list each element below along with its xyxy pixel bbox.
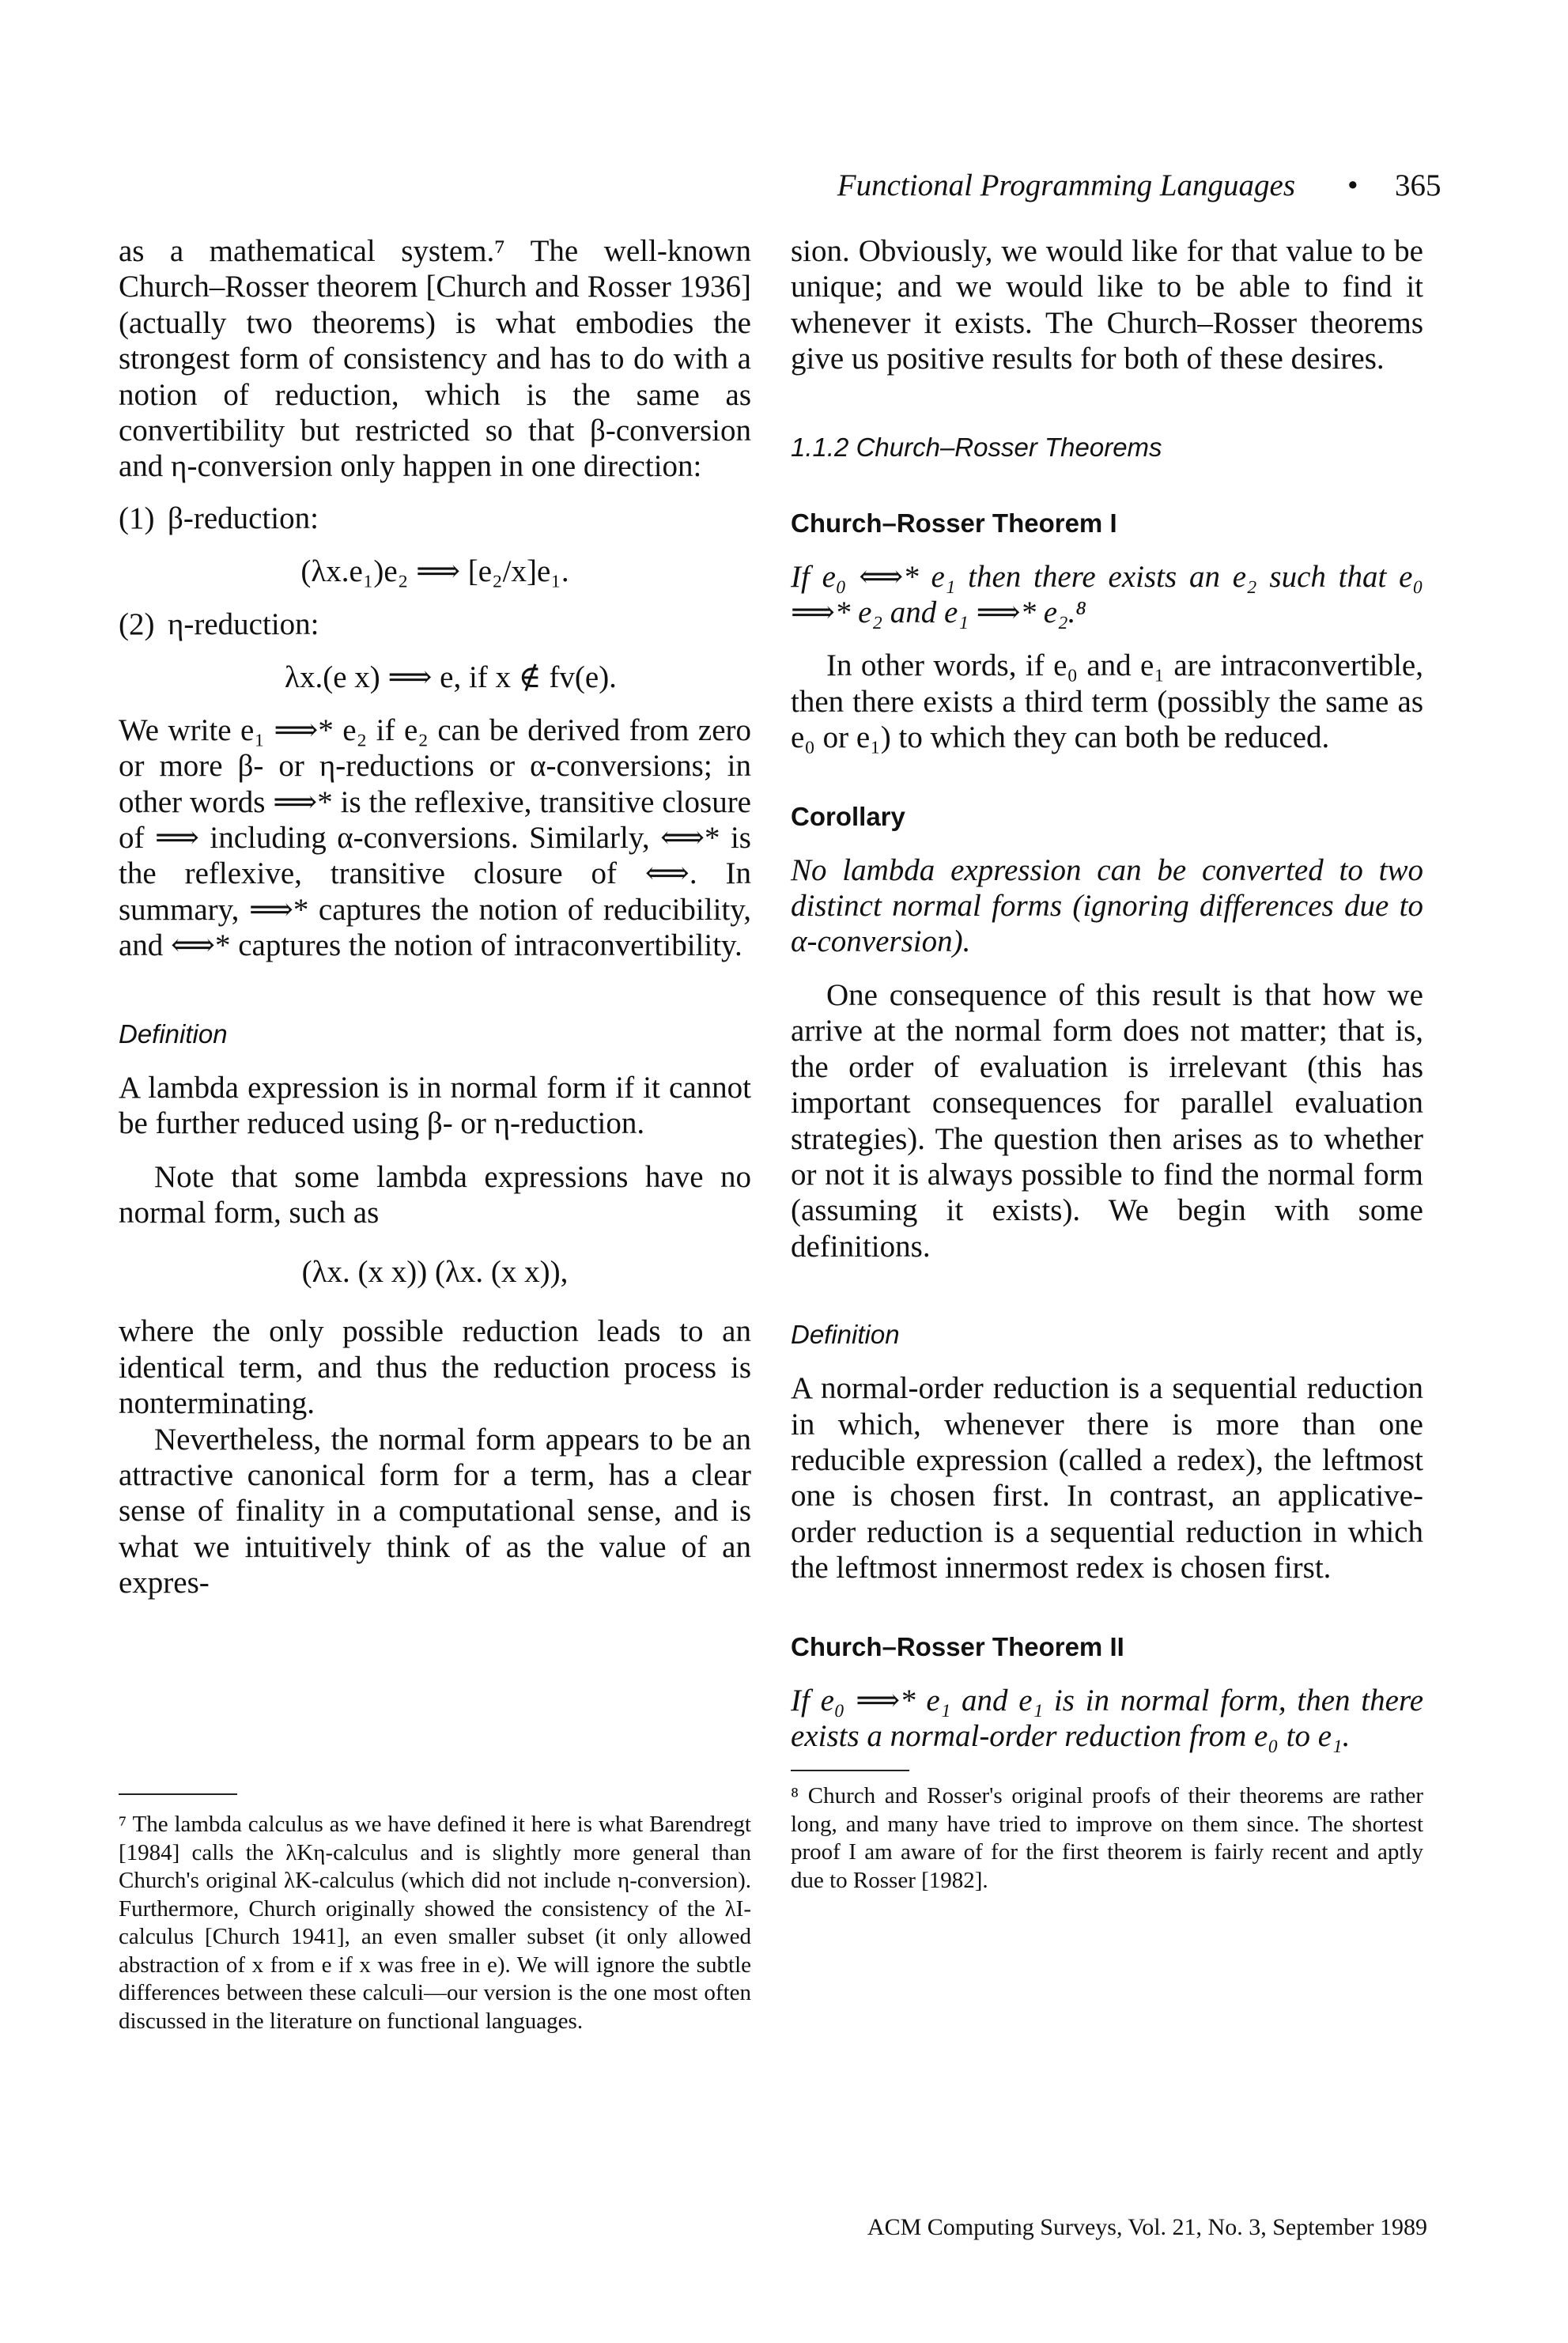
left-column	[119, 233, 751, 1601]
nonterminating-formula: (λx. (x x)) (λx. (x x)),	[301, 1255, 569, 1290]
left-paragraph-2: We write e₁ ⟹* e₂ if e₂ can be derived from zero or more β- or η-reductions or α-conversions; in other words ⟹* is the reflexive, transitive closure of ⟹ including α-conversions. Similarly, ⟺* is the reflexive, transitive closure of ⟺. In summary, ⟹* captures the notion of reducibility, and ⟺* captures the notion of intraconvertibility.	[119, 712, 751, 963]
footnote-7-block	[119, 1793, 751, 2035]
journal-footer: ACM Computing Surveys, Vol. 21, No. 3, September 1989	[867, 2214, 1427, 2240]
left-paragraph-3: Note that some lambda expressions have no normal form, such as	[119, 1159, 751, 1230]
right-column	[791, 233, 1423, 1895]
beta-reduction-formula: (λx.e₁)e₂ ⟹ [e₂/x]e₁.	[300, 554, 569, 588]
page-number: 365	[1395, 168, 1441, 202]
theorem-2-statement: If e₀ ⟹* e₁ and e₁ is in normal form, then there exists a normal-order reduction from e₀ to e₁.	[791, 1683, 1423, 1753]
right-paragraph-3: One consequence of this result is that how we arrive at the normal form does not matter; that is, the order of evaluation is irrelevant (this has important consequences for parallel evaluation strategies). The question then arises as to whether or not it is always possible to find the normal form (assuming it exists). We begin with some definitions.	[791, 977, 1423, 1264]
section-heading: 1.1.2 Church–Rosser Theorems	[791, 432, 1162, 462]
header-bullet: •	[1347, 168, 1358, 202]
theorem-1-statement: If e₀ ⟺* e₁ then there exists an e₂ such that e₀ ⟹* e₂ and e₁ ⟹* e₂.⁸	[791, 559, 1423, 630]
definition-text: A lambda expression is in normal form if it cannot be further reduced using β- or η-reduction.	[119, 1070, 751, 1141]
left-paragraph-5: Nevertheless, the normal form appears to be an attractive canonical form for a term, has a clear sense of finality in a computational sense, and is what we intuitively think of as the value of an expres-	[119, 1422, 751, 1600]
item-label: η-reduction:	[168, 607, 319, 641]
page-header	[0, 168, 1568, 215]
definition-text-2: A normal-order reduction is a sequential reduction in which, whenever there is more than one reducible expression (called a redex), the leftmost one is chosen first. In contrast, an applicative-order reduction is a sequential reduction in which the leftmost innermost redex is chosen first.	[791, 1371, 1423, 1585]
definition-heading-2: Definition	[791, 1320, 900, 1350]
left-paragraph-1: as a mathematical system.⁷ The well-known Church–Rosser theorem [Church and Rosser 1936] (actually two theorems) is what embodies the strongest form of consistency and has to do with a notion of reduction, which is the same as convertibility but restricted so that β-conversion and η-conversion only happen in one direction:	[119, 234, 751, 484]
item-number: (2)	[119, 607, 155, 641]
right-paragraph-1: sion. Obviously, we would like for that value to be unique; and we would like to be able to find it whenever it exists. The Church–Rosser theorems give us positive results for both of these desires.	[791, 234, 1423, 376]
theorem-2-title: Church–Rosser Theorem II	[791, 1631, 1124, 1661]
footnote-rule	[791, 1770, 909, 1771]
footnote-7: ⁷ The lambda calculus as we have defined it here is what Barendregt [1984] calls the λKη-calculus and is slightly more general than Church's original λK-calculus (which did not include η-conversion). Furthermore, Church originally showed the consistency of the λI-calculus [Church 1941], an even smaller subset (it only allowed abstraction of x from e if x was free in e). We will ignore the subtle differences between these calculi—our version is the one most often discussed in the literature on functional languages.	[119, 1812, 751, 2034]
right-paragraph-2: In other words, if e₀ and e₁ are intraconvertible, then there exists a third term (possibly the same as e₀ or e₁) to which they can both be reduced.	[791, 648, 1423, 755]
definition-heading: Definition	[119, 1018, 228, 1049]
item-number: (1)	[119, 501, 155, 535]
eta-reduction-formula: λx.(e x) ⟹ e, if x ∉ fv(e).	[285, 659, 617, 694]
theorem-1-title: Church–Rosser Theorem I	[791, 508, 1117, 538]
running-title: Functional Programming Languages	[837, 168, 1295, 202]
footnote-8: ⁸ Church and Rosser's original proofs of their theorems are rather long, and many have tried to improve on them since. The shortest proof I am aware of for the first theorem is fairly recent and aptly due to Rosser [1982].	[791, 1783, 1423, 1893]
eta-reduction-item	[119, 607, 751, 642]
footnote-rule	[119, 1793, 237, 1795]
item-label: β-reduction:	[168, 501, 319, 535]
beta-reduction-item	[119, 501, 751, 536]
left-paragraph-4: where the only possible reduction leads to an identical term, and thus the reduction process is nonterminating.	[119, 1314, 751, 1421]
corollary-statement: No lambda expression can be converted to two distinct normal forms (ignoring differences due to α-conversion).	[791, 852, 1423, 959]
corollary-title: Corollary	[791, 801, 905, 831]
